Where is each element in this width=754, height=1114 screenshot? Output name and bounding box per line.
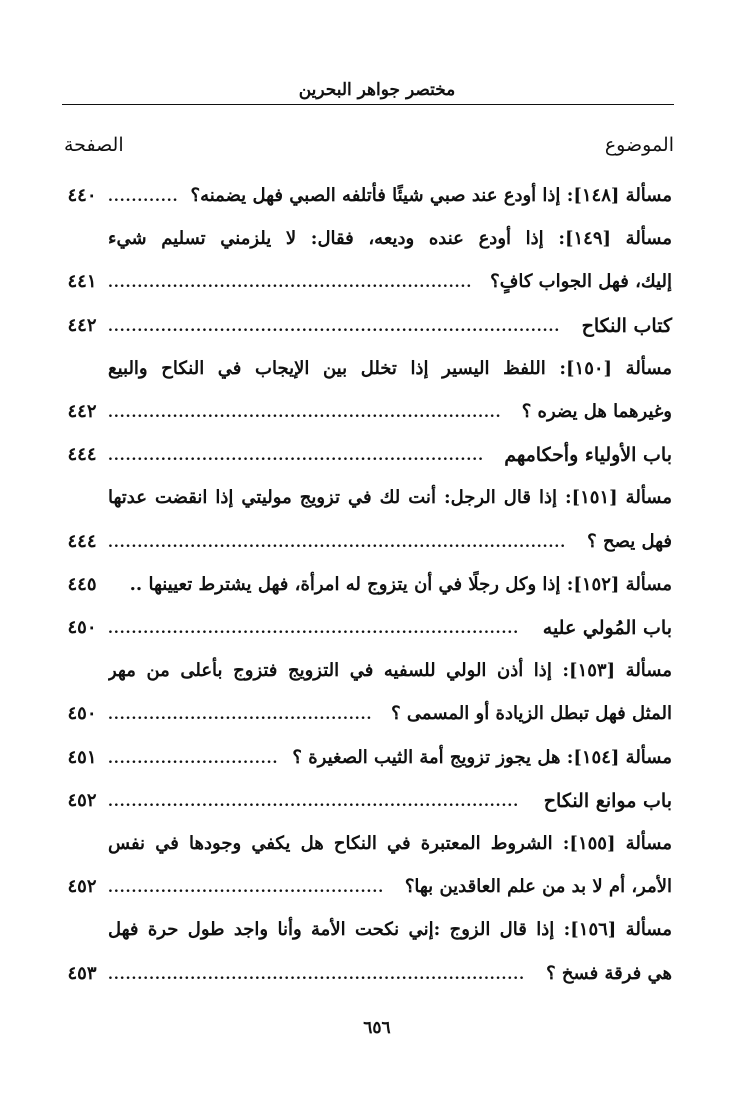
toc-entry-text: مسألة [١٥٠]: اللفظ اليسير إذا تخلل بين الإيجاب في النكاح والبيع	[108, 357, 672, 379]
toc-entry-text: مسألة [١٥٥]: الشروط المعتبرة في النكاح هل يكفي وجودها في نفس	[108, 833, 672, 854]
header-rule	[62, 104, 674, 105]
toc-entry-text: مسألة [١٥٤]: هل يجوز تزويج أمة الثيب الصغيرة ؟	[292, 746, 672, 768]
leader-dots: .............................	[108, 750, 279, 767]
leader-dots: ..............................................................................	[108, 534, 567, 551]
page-number: ٦٥٦	[363, 1018, 391, 1038]
toc-page-number: ٤٥٢	[67, 876, 97, 898]
toc-entry	[60, 349, 676, 389]
toc-page-number: ٤٤٤	[67, 530, 97, 552]
toc-entry-text: المثل فهل تبطل الزيادة أو المسمى ؟	[391, 703, 672, 725]
toc-entry-text: باب موانع النكاح	[543, 789, 672, 812]
toc-page-number: ٤٥٢	[67, 789, 97, 811]
toc-entry-text: مسألة [١٤٩]: إذا أودع عنده وديعه، فقال: لا يلزمني تسليم شيء	[108, 228, 672, 250]
toc-entry	[60, 867, 676, 907]
toc-page-number: ٤٤٥	[67, 573, 97, 595]
toc-page-number: ٤٤١	[67, 271, 97, 293]
toc-entry	[60, 176, 676, 216]
toc-page-number: ٤٤٢	[67, 314, 97, 336]
toc-entry	[60, 522, 676, 562]
toc-entry-text: فهل يصح ؟	[587, 530, 672, 552]
toc-entry-text: وغيرهما هل يضره ؟	[521, 401, 672, 422]
leader-dots: ............	[108, 189, 179, 205]
toc-page-number: ٤٤٠	[67, 185, 97, 206]
toc-entry-text: الأمر، أم لا بد من علم العاقدين بها؟	[404, 876, 672, 898]
toc-entry-text: إليك، فهل الجواب كافٍ؟	[490, 271, 672, 293]
leader-dots: ................................................................	[108, 448, 484, 465]
leader-dots: ..............................................................	[108, 275, 473, 292]
toc-section-heading	[60, 608, 676, 648]
leader-dots: .............................................	[108, 707, 373, 724]
toc-entry-text: مسألة [١٥٦]: إذا قال الزوج :إني نكحت الأمة وأنا واجد طول حرة فهل	[108, 919, 672, 941]
toc-entry	[60, 910, 676, 950]
toc-entry	[60, 478, 676, 518]
leader-dots: ...................................................................	[108, 405, 502, 421]
toc-entry	[60, 219, 676, 259]
toc-entry-text: مسألة [١٥٢]: إذا وكل رجلًا في أن يتزوج له امرأة، فهل يشترط تعيينها ..	[129, 573, 672, 595]
leader-dots: .......................................................................	[108, 966, 526, 983]
toc-entry-text: كتاب النكاح	[581, 314, 672, 337]
toc-entry	[60, 392, 676, 432]
toc-entry-text: هي فرقة فسخ ؟	[546, 962, 672, 984]
toc-entry	[60, 738, 676, 778]
toc-entry-text: مسألة [١٤٨]: إذا أودع عند صبي شيئًا فأتلفه الصبي فهل يضمنه؟	[190, 185, 672, 206]
leader-dots: ...............................................	[108, 880, 385, 897]
toc-entry	[60, 565, 676, 605]
toc-section-heading	[60, 435, 676, 475]
toc-entry-text: مسألة [١٥١]: إذا قال الرجل: أنت لك في تزويج موليتي إذا انقضت عدتها	[108, 487, 672, 509]
column-heading-topic: الموضوع	[604, 134, 674, 156]
toc-entry	[60, 824, 676, 864]
toc-entry	[60, 954, 676, 994]
toc-page-number: ٤٤٤	[67, 444, 97, 466]
toc-entry	[60, 694, 676, 734]
toc-entry-text: باب المُولي عليه	[542, 617, 672, 639]
column-heading-page: الصفحة	[64, 134, 124, 156]
leader-dots: .............................................................................	[108, 318, 561, 335]
toc-entry	[60, 651, 676, 691]
toc-page-number: ٤٥٠	[67, 703, 97, 725]
toc-page-number: ٤٥٣	[67, 962, 97, 984]
leader-dots: ......................................................................	[108, 621, 520, 637]
running-title: مختصر جواهر البحرين	[298, 80, 456, 100]
toc-section-heading	[60, 781, 676, 821]
toc-section-heading	[60, 306, 676, 346]
toc-page-number: ٤٤٢	[67, 401, 97, 422]
leader-dots: ......................................................................	[108, 793, 520, 810]
toc-page-number: ٤٥٠	[67, 617, 97, 638]
toc-entry-text: مسألة [١٥٣]: إذا أذن الولي للسفيه في التزويج فتزوج بأعلى من مهر	[108, 660, 672, 682]
toc-page-number: ٤٥١	[67, 746, 97, 768]
toc-entry-text: باب الأولياء وأحكامهم	[504, 444, 672, 467]
toc-entry	[60, 262, 676, 302]
